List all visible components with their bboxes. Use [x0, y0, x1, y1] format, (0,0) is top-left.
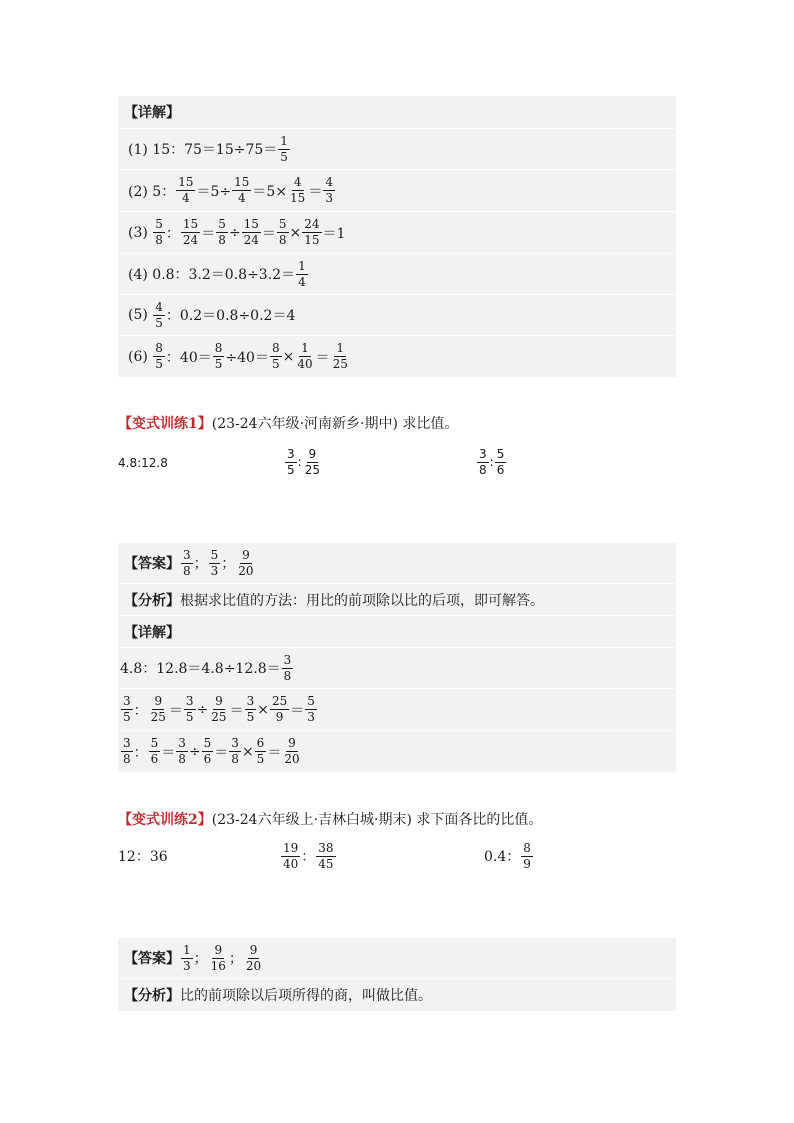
- denominator: 9: [523, 856, 531, 871]
- numerator: 15: [178, 175, 194, 190]
- numerator: 3: [185, 694, 194, 709]
- expr-text: ：40＝: [165, 349, 212, 366]
- denominator: 20: [238, 563, 254, 578]
- numerator: 9: [214, 942, 223, 957]
- numerator: 15: [234, 175, 250, 190]
- denominator: 5: [280, 149, 288, 164]
- fraction: [477, 448, 489, 476]
- denominator: 5: [185, 710, 194, 724]
- fraction: [282, 654, 294, 682]
- expr-text: 4.8：12.8＝4.8÷12.8＝: [120, 661, 281, 677]
- denominator: 5: [155, 315, 163, 330]
- numerator: 3: [231, 736, 239, 751]
- denominator: 4: [182, 191, 190, 205]
- numerator: 1: [336, 341, 345, 356]
- numerator: 38: [318, 840, 334, 855]
- exercise2-item: [118, 845, 168, 867]
- fraction: [270, 695, 289, 723]
- answer-row: 【答案】 $\frac{3}{8}$ ； $\frac{5}{3}$ ； $\frac{9}{20}$: [118, 543, 682, 584]
- numerator: 3: [246, 694, 255, 709]
- denominator: 45: [318, 856, 334, 871]
- denominator: 3: [307, 710, 315, 724]
- fraction: [331, 342, 350, 370]
- numerator: 5: [307, 694, 315, 709]
- fraction: [236, 549, 255, 577]
- denominator: 5: [214, 357, 223, 371]
- expr-text: (6): [128, 348, 153, 365]
- numerator: 3: [178, 736, 186, 751]
- analysis-row: 【分析】 根据求比值的方法：用比的前项除以比的后项，即可解答。: [118, 584, 682, 616]
- expr-text: (2) 5：: [128, 183, 176, 200]
- fraction: [305, 695, 317, 723]
- denominator: 8: [155, 233, 163, 247]
- fraction: [244, 944, 263, 972]
- fraction: [213, 342, 225, 370]
- expr-text: ；: [221, 556, 236, 572]
- expr-text: ；: [193, 951, 208, 967]
- numerator: 3: [283, 652, 292, 667]
- numerator: 19: [283, 840, 299, 855]
- denominator: 4: [298, 274, 306, 289]
- fraction: [295, 342, 314, 370]
- answer-values: [180, 549, 257, 577]
- detail-line: [118, 336, 686, 377]
- numerator: 5: [150, 736, 159, 751]
- denominator: 40: [297, 357, 313, 371]
- denominator: 5: [287, 462, 295, 477]
- fraction: [282, 737, 301, 765]
- exercise2-item: [484, 836, 534, 876]
- fraction: [277, 218, 289, 246]
- fraction: [255, 737, 267, 765]
- fraction: [153, 342, 165, 370]
- detail-line: [118, 731, 678, 772]
- denominator: 8: [218, 233, 226, 247]
- fraction: [245, 695, 257, 723]
- numerator: 9: [154, 694, 163, 709]
- fraction: [149, 737, 161, 765]
- fraction: [209, 695, 228, 723]
- numerator: 8: [271, 341, 280, 356]
- numerator: 1: [280, 133, 288, 148]
- numerator: 9: [288, 736, 296, 751]
- denominator: 24: [182, 233, 199, 247]
- denominator: 6: [150, 752, 159, 766]
- numerator: 8: [523, 840, 531, 855]
- fraction: [296, 260, 308, 288]
- detail-line: [118, 129, 686, 170]
- expr-text: ＝1: [322, 225, 346, 242]
- expr-text: ：0.2＝0.8÷0.2＝4: [165, 308, 296, 324]
- exercise2-item: [280, 836, 337, 876]
- numerator: 4: [325, 175, 333, 190]
- fraction: [176, 176, 195, 204]
- denominator: 8: [183, 563, 191, 578]
- fraction: [288, 176, 307, 204]
- expr-text: ；: [228, 951, 243, 967]
- numerator: 15: [243, 217, 259, 232]
- expr-text: ＝5÷: [196, 183, 232, 200]
- fraction: [229, 737, 241, 765]
- detail-box: [118, 96, 676, 377]
- denominator: 5: [155, 357, 163, 371]
- fraction: [202, 737, 214, 765]
- denominator: 5: [256, 752, 265, 766]
- numerator: 5: [210, 547, 219, 562]
- expr-text: ；: [193, 556, 208, 572]
- expr-text: ：: [133, 702, 148, 719]
- fraction: [302, 218, 321, 246]
- exercise1-item: [118, 452, 168, 474]
- fraction: [216, 218, 228, 246]
- denominator: 6: [496, 462, 505, 477]
- detail-line: [118, 254, 686, 295]
- denominator: 5: [123, 710, 131, 724]
- denominator: 15: [290, 191, 306, 205]
- expr-text: ×: [289, 224, 302, 241]
- expr-text: ＝: [315, 349, 330, 366]
- fraction: [209, 944, 228, 972]
- fraction: [149, 695, 168, 723]
- answer-values: [180, 944, 264, 972]
- expr-text: :: [489, 455, 494, 469]
- denominator: 25: [332, 357, 348, 371]
- denominator: 8: [479, 462, 487, 477]
- detail-line: [118, 295, 686, 336]
- denominator: 8: [123, 752, 131, 766]
- numerator: 3: [479, 446, 487, 461]
- exercise1-item: [284, 442, 323, 482]
- denominator: 8: [178, 752, 186, 766]
- expr-text: ：: [133, 744, 148, 761]
- detail-title: 【详解】: [118, 616, 682, 648]
- answer-box-1: [118, 543, 676, 772]
- expr-text: 12：36: [118, 849, 168, 865]
- denominator: 20: [284, 752, 300, 766]
- detail-title: 【详解】: [118, 96, 682, 129]
- expr-text: ：: [165, 225, 180, 242]
- numerator: 3: [287, 446, 295, 461]
- denominator: 5: [246, 710, 255, 724]
- numerator: 4: [155, 299, 163, 314]
- denominator: 8: [278, 233, 287, 247]
- fraction: [278, 135, 290, 163]
- denominator: 9: [275, 710, 284, 724]
- numerator: 1: [298, 258, 306, 273]
- fraction: [153, 301, 165, 329]
- numerator: 4: [293, 175, 302, 190]
- fraction: [232, 176, 251, 204]
- denominator: 5: [271, 357, 280, 371]
- fraction: [181, 549, 193, 577]
- fraction: [285, 448, 297, 476]
- denominator: 25: [304, 462, 320, 477]
- fraction: [270, 342, 282, 370]
- expr-text: ÷: [228, 224, 241, 241]
- expr-text: ＝: [267, 744, 282, 761]
- exercise2-heading: 【变式训练2】 (23-24六年级上·吉林白城·期末) 求下面各比的比值。: [118, 812, 543, 828]
- answer-row: 【答案】 $\frac{1}{3}$ ； $\frac{9}{16}$ ； $\frac{9}{20}$: [118, 938, 682, 979]
- numerator: 9: [249, 942, 258, 957]
- denominator: 4: [237, 191, 246, 205]
- denominator: 40: [283, 856, 299, 871]
- numerator: 24: [304, 217, 320, 232]
- expr-text: ×: [257, 701, 269, 718]
- expr-text: ＝: [201, 225, 216, 242]
- numerator: 3: [123, 694, 131, 709]
- denominator: 3: [325, 191, 333, 205]
- detail-line: [118, 170, 686, 212]
- numerator: 3: [123, 736, 131, 751]
- fraction: [209, 549, 221, 577]
- expr-text: ×: [282, 348, 295, 365]
- detail-line: [118, 689, 678, 731]
- numerator: 9: [308, 446, 317, 461]
- fraction: [303, 448, 322, 476]
- expr-text: ＝: [161, 744, 176, 761]
- exercise1-heading: 【变式训练1】 (23-24六年级·河南新乡·期中) 求比值。: [118, 416, 459, 432]
- expr-text: (1) 15：75＝15÷75＝: [128, 142, 278, 158]
- numerator: 6: [256, 736, 265, 751]
- fraction: [316, 842, 335, 870]
- expr-text: ：: [301, 849, 316, 865]
- denominator: 3: [210, 563, 219, 578]
- denominator: 25: [211, 710, 227, 724]
- denominator: 16: [210, 958, 226, 973]
- expr-text: ÷40＝: [225, 349, 269, 366]
- denominator: 20: [245, 958, 262, 973]
- denominator: 24: [243, 233, 259, 247]
- numerator: 15: [182, 217, 199, 232]
- numerator: 9: [242, 547, 250, 562]
- denominator: 3: [183, 958, 191, 973]
- fraction: [521, 842, 533, 870]
- denominator: 6: [203, 752, 212, 766]
- expr-text: ＝5×: [252, 183, 288, 200]
- numerator: 8: [155, 341, 163, 356]
- expr-text: ＝: [261, 225, 276, 242]
- detail-line: [118, 212, 686, 254]
- fraction: [153, 218, 165, 246]
- numerator: 5: [496, 446, 505, 461]
- fraction: [121, 695, 133, 723]
- numerator: 5: [203, 736, 212, 751]
- fraction: [281, 842, 300, 870]
- fraction: [181, 944, 193, 972]
- numerator: 5: [218, 217, 226, 232]
- fraction: [242, 218, 261, 246]
- numerator: 5: [155, 217, 163, 232]
- exercise1-item: [476, 442, 507, 482]
- fraction: [176, 737, 188, 765]
- expr-text: (5): [128, 307, 153, 323]
- expr-text: ÷: [188, 743, 201, 760]
- numerator: 3: [183, 547, 191, 562]
- expr-text: ＝: [229, 702, 244, 719]
- expr-text: ÷: [196, 701, 209, 718]
- expr-text: 4.8:12.8: [118, 456, 168, 470]
- fraction: [323, 176, 335, 204]
- expr-text: (3): [128, 224, 153, 241]
- numerator: 5: [278, 217, 287, 232]
- fraction: [121, 737, 133, 765]
- numerator: 1: [183, 942, 191, 957]
- numerator: 9: [215, 694, 223, 709]
- denominator: 15: [304, 233, 320, 247]
- expr-text: (4) 0.8：3.2＝0.8÷3.2＝: [128, 267, 296, 283]
- analysis-row: 【分析】 比的前项除以后项所得的商，叫做比值。: [124, 988, 432, 1004]
- expr-text: ＝: [168, 702, 183, 719]
- denominator: 8: [231, 752, 239, 766]
- denominator: 25: [150, 710, 166, 724]
- expr-text: ＝: [214, 744, 229, 761]
- answer-box-2: [118, 938, 676, 1011]
- numerator: 25: [271, 694, 288, 709]
- detail-line: [118, 648, 678, 689]
- expr-text: 0.4：: [484, 849, 521, 865]
- expr-text: ×: [241, 743, 254, 760]
- fraction: [495, 448, 507, 476]
- denominator: 8: [283, 668, 292, 683]
- expr-text: :: [297, 455, 302, 469]
- expr-text: ＝: [308, 183, 323, 200]
- fraction: [181, 218, 200, 246]
- numerator: 1: [301, 341, 309, 356]
- expr-text: ＝: [290, 702, 305, 719]
- numerator: 8: [214, 341, 223, 356]
- fraction: [184, 695, 196, 723]
